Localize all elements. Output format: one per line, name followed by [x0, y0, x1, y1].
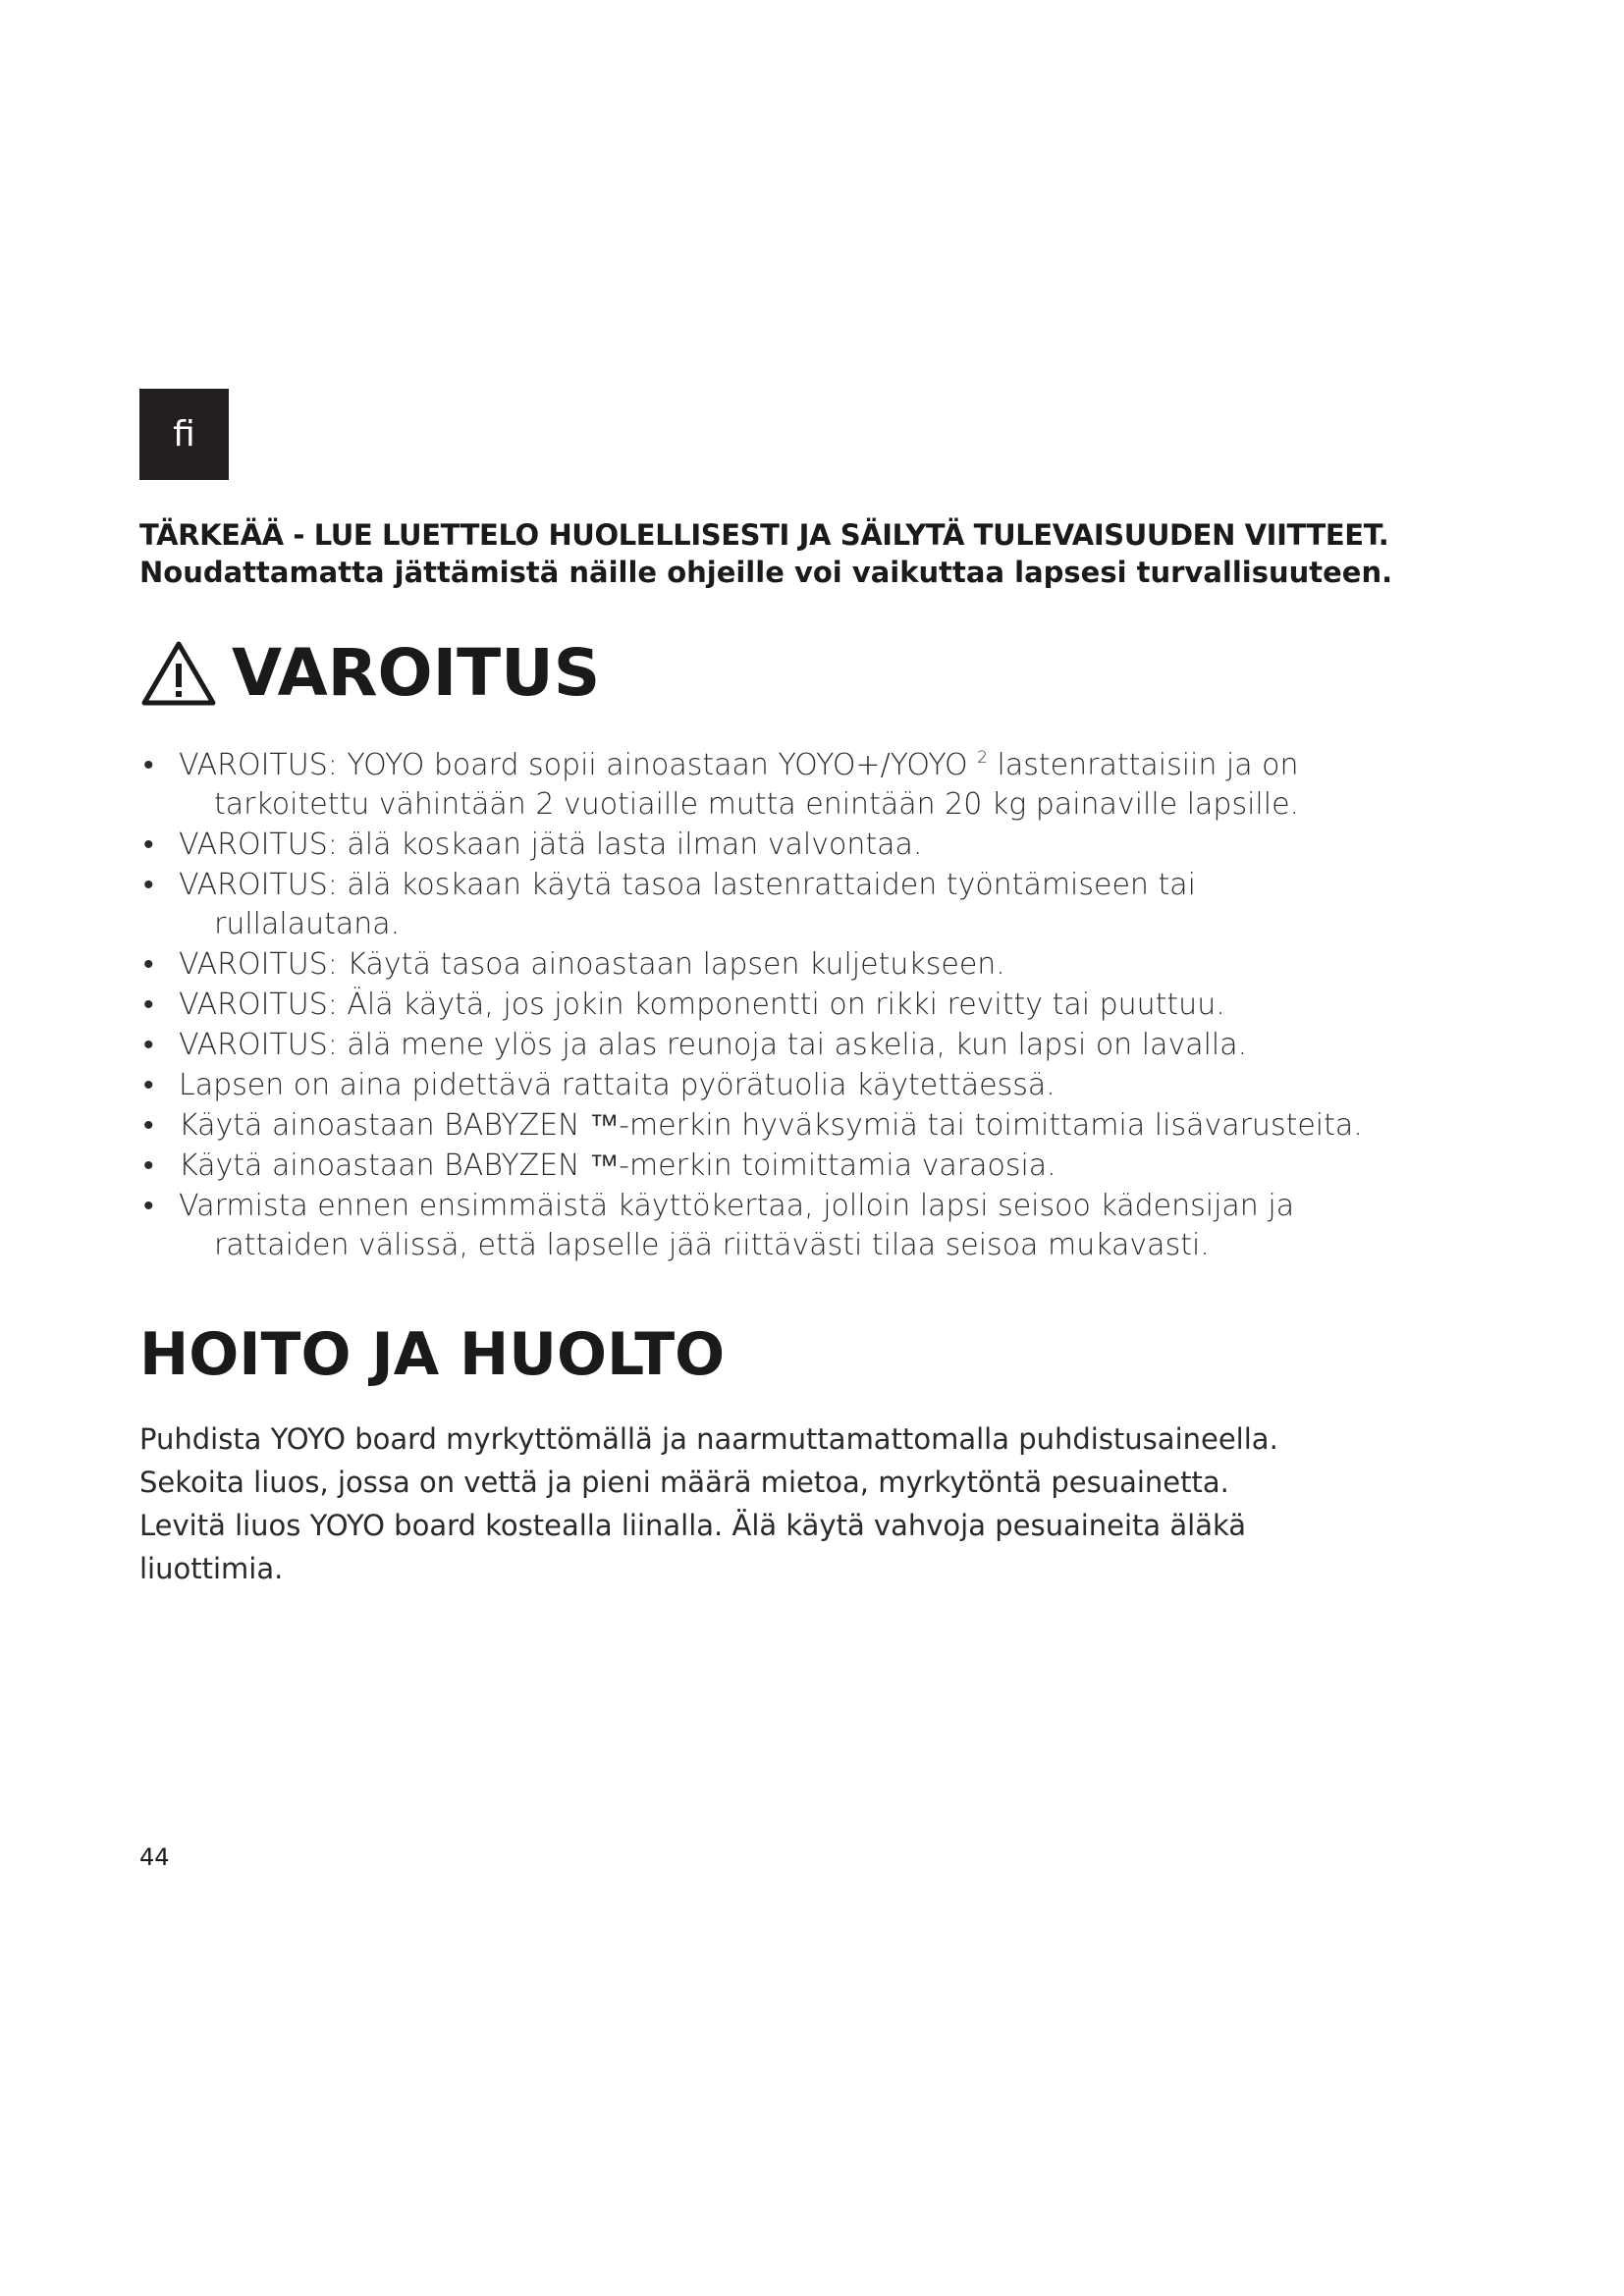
warning-item-text: VAROITUS: älä koskaan käytä tasoa lastenrattaiden työntämiseen tai: [179, 868, 1196, 902]
care-line: Levitä liuos YOYO board kostealla liinalla. Älä käytä vahvoja pesuaineita äläkä: [139, 1509, 1247, 1542]
warning-item-continuation: tarkoitettu vähintään 2 vuotiaille mutta enintään 20 kg painaville lapsille.: [214, 787, 1300, 822]
warning-item-text: Käytä ainoastaan BABYZEN ™-merkin toimittamia varaosia.: [179, 1148, 1056, 1183]
warning-item-continuation: rattaiden välissä, että lapselle jää riittävästi tilaa seisoa mukavasti.: [214, 1228, 1210, 1262]
important-notice-line-2: Noudattamatta jättämistä näille ohjeille voi vaikuttaa lapsesi turvallisuuteen.: [139, 556, 1393, 589]
warning-item-text: VAROITUS: älä koskaan jätä lasta ilman valvontaa.: [179, 828, 923, 862]
warning-item: [139, 1026, 1514, 1065]
warning-item-text: Varmista ennen ensimmäistä käyttökertaa, jolloin lapsi seisoo kädensijan ja: [179, 1189, 1295, 1223]
bullet: •: [143, 1108, 154, 1143]
bullet: •: [143, 988, 154, 1022]
bullet: •: [143, 1189, 154, 1223]
warning-item: [139, 1066, 1514, 1105]
warning-title: VAROITUS: [232, 635, 601, 711]
care-heading: HOITO JA HUOLTO: [139, 1320, 726, 1389]
important-notice-line-1: TÄRKEÄÄ - LUE LUETTELO HUOLELLISESTI JA SÄILYTÄ TULEVAISUUDEN VIITTEET.: [139, 518, 1389, 552]
bullet: •: [143, 868, 154, 902]
warning-item: [139, 746, 1514, 825]
warning-item-text: VAROITUS: Käytä tasoa ainoastaan lapsen kuljetukseen.: [179, 947, 1005, 982]
warning-list: [139, 746, 1514, 1266]
warning-item-text: VAROITUS: älä mene ylös ja alas reunoja tai askelia, kun lapsi on lavalla.: [179, 1028, 1248, 1062]
warning-item-text: VAROITUS: YOYO board sopii ainoastaan YOYO+/YOYO: [179, 748, 978, 782]
warning-item-text: VAROITUS: Älä käytä, jos jokin komponentti on rikki revitty tai puuttuu.: [179, 988, 1225, 1022]
care-line: Puhdista YOYO board myrkyttömällä ja naarmuttamattomalla puhdistusaineella.: [139, 1422, 1278, 1456]
care-line: liuottimia.: [139, 1552, 284, 1585]
warning-item: [139, 1147, 1514, 1186]
warning-item-text-continued: lastenrattaisiin ja on: [988, 748, 1299, 782]
warning-item-continuation: rullalautana.: [214, 907, 401, 941]
language-badge: fi: [139, 389, 229, 480]
warning-triangle-icon: [139, 638, 218, 709]
warning-item: [139, 945, 1514, 985]
bullet: •: [143, 748, 154, 782]
page-number: 44: [139, 1843, 170, 1871]
bullet: •: [143, 1148, 154, 1183]
warning-item: [139, 986, 1514, 1025]
warning-item: [139, 826, 1514, 865]
bullet: •: [143, 1068, 154, 1102]
important-notice: [139, 516, 1514, 591]
warning-item-text: Käytä ainoastaan BABYZEN ™-merkin hyväksymiä tai toimittamia lisävarusteita.: [179, 1108, 1363, 1143]
warning-item: [139, 1106, 1514, 1146]
care-paragraph: [139, 1417, 1514, 1590]
warning-item-text: Lapsen on aina pidettävä rattaita pyörätuolia käytettäessä.: [179, 1068, 1056, 1102]
warning-item: [139, 866, 1514, 944]
superscript-model-number: 2: [977, 748, 988, 768]
bullet: •: [143, 1028, 154, 1062]
bullet: •: [143, 828, 154, 862]
bullet: •: [143, 947, 154, 982]
care-line: Sekoita liuos, jossa on vettä ja pieni määrä mietoa, myrkytöntä pesuainetta.: [139, 1466, 1229, 1499]
warning-heading: [139, 634, 600, 713]
warning-item: [139, 1187, 1514, 1265]
